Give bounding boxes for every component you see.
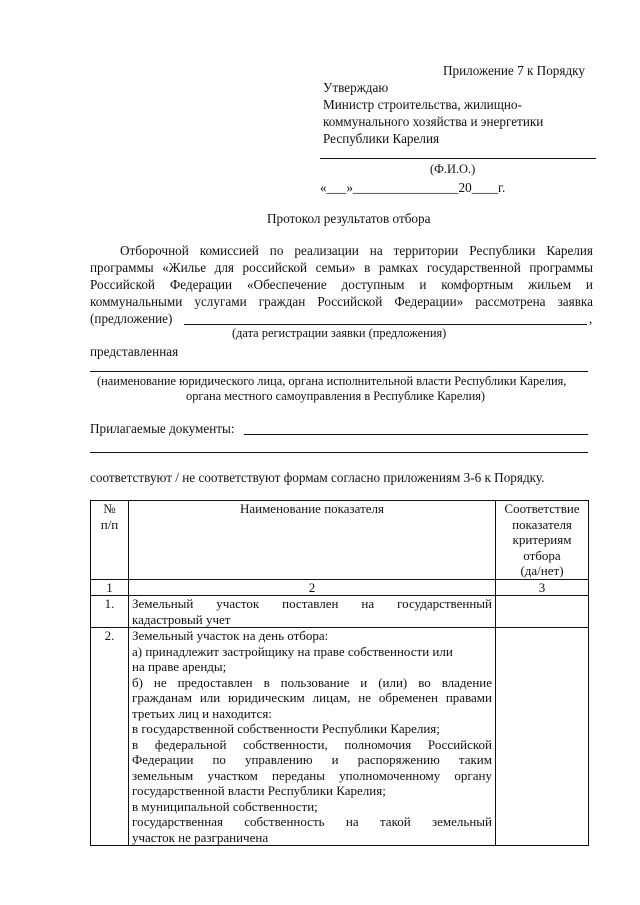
registration-date-caption: (дата регистрации заявки (предложения) bbox=[232, 326, 447, 340]
table-header-row bbox=[91, 501, 589, 580]
attached-docs-line-1 bbox=[244, 434, 588, 435]
criterion-line: третьих лиц и находится: bbox=[132, 705, 272, 721]
position-line-1: Министр строительства, жилищно- bbox=[323, 97, 522, 112]
header-match-line-3: критериям отбора bbox=[512, 532, 572, 563]
header-num-symbol: № bbox=[103, 501, 116, 516]
header-num-abbrev: п/п bbox=[100, 516, 119, 532]
intro-line-3: Российской Федерации «Обеспечение доступным и комфортным жильем и bbox=[90, 277, 593, 292]
criterion-line: в муниципальной собственности; bbox=[132, 798, 318, 814]
attached-docs-line-2 bbox=[90, 452, 588, 453]
header-num-cell bbox=[91, 501, 129, 580]
organization-line bbox=[90, 371, 588, 372]
proposal-label: (предложение) bbox=[90, 311, 173, 326]
header-name-cell bbox=[129, 501, 496, 580]
criterion-line: государственная собственность на такой земельный bbox=[132, 814, 492, 829]
criterion-line: а) принадлежит застройщику на праве собственности или bbox=[132, 643, 453, 659]
header-match-line-2: показателя bbox=[512, 516, 572, 532]
column-numbers-row bbox=[91, 579, 589, 596]
criterion-line: земельным участком переданы уполномоченному органу bbox=[132, 767, 492, 783]
comma-mark: , bbox=[589, 311, 593, 326]
row-criterion bbox=[129, 628, 496, 846]
approve-label: Утверждаю bbox=[323, 80, 389, 95]
table-row bbox=[91, 628, 589, 846]
criterion-line: государственной власти Республики Карелия; bbox=[132, 783, 386, 798]
criterion-line: гражданам или юридическим лицам, не обременен правами bbox=[132, 690, 492, 705]
row-match-value bbox=[496, 596, 589, 628]
fio-caption: (Ф.И.О.) bbox=[430, 162, 476, 176]
attached-docs-label: Прилагаемые документы: bbox=[90, 421, 235, 436]
intro-line-4: коммунальными услугами граждан Российской Федерации» рассмотрена заявка bbox=[90, 294, 593, 309]
criterion-line: Федерации по управлению и распоряжению таким bbox=[132, 752, 492, 767]
row-number: 2. bbox=[91, 628, 129, 846]
organization-caption-1: (наименование юридического лица, органа исполнительной власти Республики Карелия, bbox=[97, 374, 567, 388]
conformity-statement: соответствуют / не соответствуют формам согласно приложениям 3-6 к Порядку. bbox=[90, 470, 545, 485]
intro-line-1: Отборочной комиссией по реализации на территории Республики Карелия bbox=[120, 243, 593, 258]
row-match-value bbox=[496, 628, 589, 846]
col-number-3: 3 bbox=[496, 579, 589, 596]
header-match-line-4: (да/нет) bbox=[520, 563, 564, 578]
row-number: 1. bbox=[91, 596, 129, 628]
document-title: Протокол результатов отбора bbox=[267, 211, 431, 226]
criterion-line: б) не предоставлен в пользование и (или) во владение bbox=[132, 674, 492, 690]
criterion-line: Земельный участок поставлен на государственный bbox=[132, 596, 492, 611]
row-criterion bbox=[129, 596, 496, 628]
criterion-line: в федеральной собственности, полномочия Российской bbox=[132, 736, 492, 752]
table-row bbox=[91, 596, 589, 628]
approval-date-line: «___»________________20____г. bbox=[320, 180, 506, 195]
intro-line-2: программы «Жилье для российской семьи» в рамках государственной программы bbox=[90, 260, 593, 275]
criterion-line: участок не разграничена bbox=[132, 829, 269, 845]
col-number-1: 1 bbox=[91, 579, 129, 596]
criteria-table bbox=[90, 500, 589, 846]
criterion-line: на праве аренды; bbox=[132, 659, 227, 674]
appendix-label: Приложение 7 к Порядку bbox=[443, 63, 585, 78]
criterion-line: кадастровый учет bbox=[132, 611, 231, 627]
header-name-text: Наименование показателя bbox=[239, 501, 385, 516]
header-match-line-1: Соответствие bbox=[504, 501, 580, 516]
col-number-2: 2 bbox=[129, 579, 496, 596]
criterion-line: в государственной собственности Республики Карелия; bbox=[132, 721, 440, 736]
position-line-2: коммунального хозяйства и энергетики bbox=[323, 114, 544, 129]
registration-date-line bbox=[184, 324, 587, 325]
organization-caption-2: органа местного самоуправления в Республике Карелия) bbox=[186, 389, 486, 403]
signature-line bbox=[320, 158, 596, 159]
header-match-cell bbox=[496, 501, 589, 580]
presented-label: представленная bbox=[90, 344, 179, 359]
criterion-line: Земельный участок на день отбора: bbox=[132, 628, 329, 643]
position-line-3: Республики Карелия bbox=[323, 131, 440, 146]
